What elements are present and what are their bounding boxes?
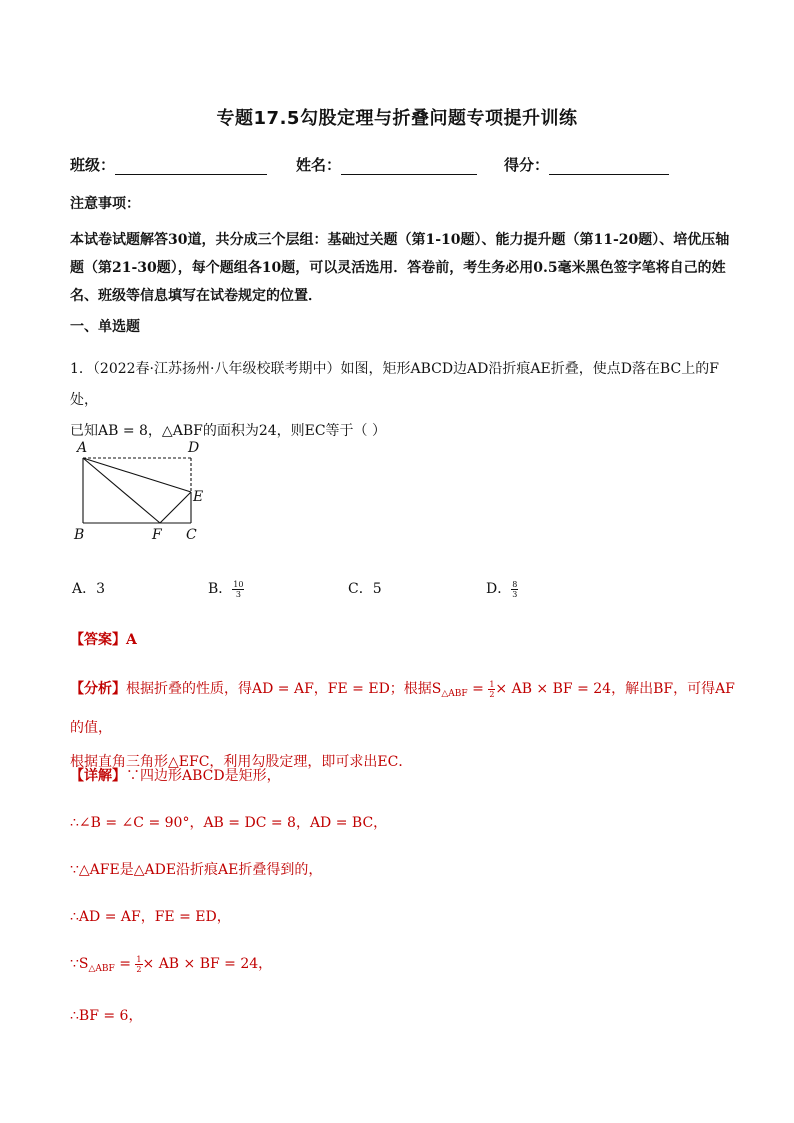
option-c[interactable]: C．5 — [348, 581, 382, 597]
option-a[interactable]: A．3 — [72, 581, 106, 597]
label-d: D — [188, 440, 200, 456]
label-b: B — [74, 527, 85, 543]
analysis-line-1: 【分析】根据折叠的性质，得AD = AF，FE = ED；根据$S_{\triangle ABF}$ = $\frac{1}{2}$ × AB × BF = 24，解出BF，可得AF的值， — [70, 679, 735, 736]
section-heading: 一、单选题 — [70, 319, 140, 335]
name-label: 姓名： — [296, 156, 342, 174]
detail-line-0: 【详解】∵四边形ABCD是矩形， — [70, 768, 281, 784]
detail-line-2: ∵△AFE是△ADE沿折痕AE折叠得到的， — [70, 862, 323, 878]
name-field — [296, 154, 477, 175]
detail-line-1: ∴∠B = ∠C = 90°，AB = DC = 8，AD = BC， — [70, 815, 388, 831]
fraction: $\frac{1}{2}$ — [136, 954, 142, 974]
notice-body: 本试卷试题解答30道，共分成三个层组：基础过关题（第1-10题）、能力提升题（第11-20题）、培优压轴题（第21-30题），每个题组各10题，可以灵活选用．答卷前，考生务必用0.5毫米黑色签字笔将自己的姓名、班级等信息填写在试卷规定的位置． — [70, 232, 730, 304]
label-c: C — [186, 527, 197, 543]
detail-block — [70, 753, 740, 1040]
question-text-1: 如图，矩形ABCD边AD沿折痕AE折叠，使点D落在BC上的F处， — [70, 361, 719, 408]
option-d[interactable]: D． $\frac{8}{3}$ — [486, 579, 518, 599]
detail-tag: 【详解】 — [70, 768, 126, 784]
fraction: $\frac{8}{3}$ — [512, 579, 518, 599]
score-field — [504, 154, 669, 175]
answer-tag: 【答案】 — [70, 632, 126, 648]
rectangle-fold-figure — [64, 436, 224, 548]
score-blank[interactable] — [549, 158, 669, 175]
class-field — [70, 154, 267, 175]
class-label: 班级： — [70, 156, 116, 174]
answer-line — [70, 629, 137, 649]
detail-line-3: ∴AD = AF，FE = ED， — [70, 909, 231, 925]
segment-af — [83, 458, 160, 523]
fraction: $\frac{1}{2}$ — [489, 679, 495, 699]
fold-line-ae — [83, 458, 191, 492]
detail-line-5: ∴BF = 6， — [70, 1008, 143, 1024]
question-1-line-1 — [70, 354, 738, 416]
detail-line-4: $\because S_{\triangle ABF}$ = $\frac{1}{2}$ × AB × BF = 24， — [70, 954, 273, 974]
option-b[interactable]: B． $\frac{10}{3}$ — [208, 579, 244, 599]
question-number: 1． — [70, 361, 93, 377]
segment-fe — [160, 492, 191, 523]
label-f: F — [152, 527, 162, 543]
label-e: E — [193, 489, 204, 505]
page-title: 专题17.5勾股定理与折叠问题专项提升训练 — [216, 108, 578, 129]
analysis-line-2: 根据直角三角形△EFC，利用勾股定理，即可求出EC． — [70, 754, 413, 770]
score-label: 得分： — [504, 156, 550, 174]
question-1-line-2: 已知AB = 8，△ABF的面积为24，则EC等于（ ） — [70, 423, 387, 439]
question-1-stem — [70, 354, 738, 447]
answer-value: A — [126, 632, 137, 648]
label-a: A — [77, 440, 88, 456]
question-source: （2022春·江苏扬州·八年级校联考期中） — [92, 361, 341, 377]
notice-heading: 注意事项： — [70, 196, 140, 212]
name-blank[interactable] — [341, 158, 477, 175]
analysis-tag: 【分析】 — [70, 681, 126, 697]
class-blank[interactable] — [115, 158, 267, 175]
fraction: $\frac{10}{3}$ — [233, 579, 244, 599]
